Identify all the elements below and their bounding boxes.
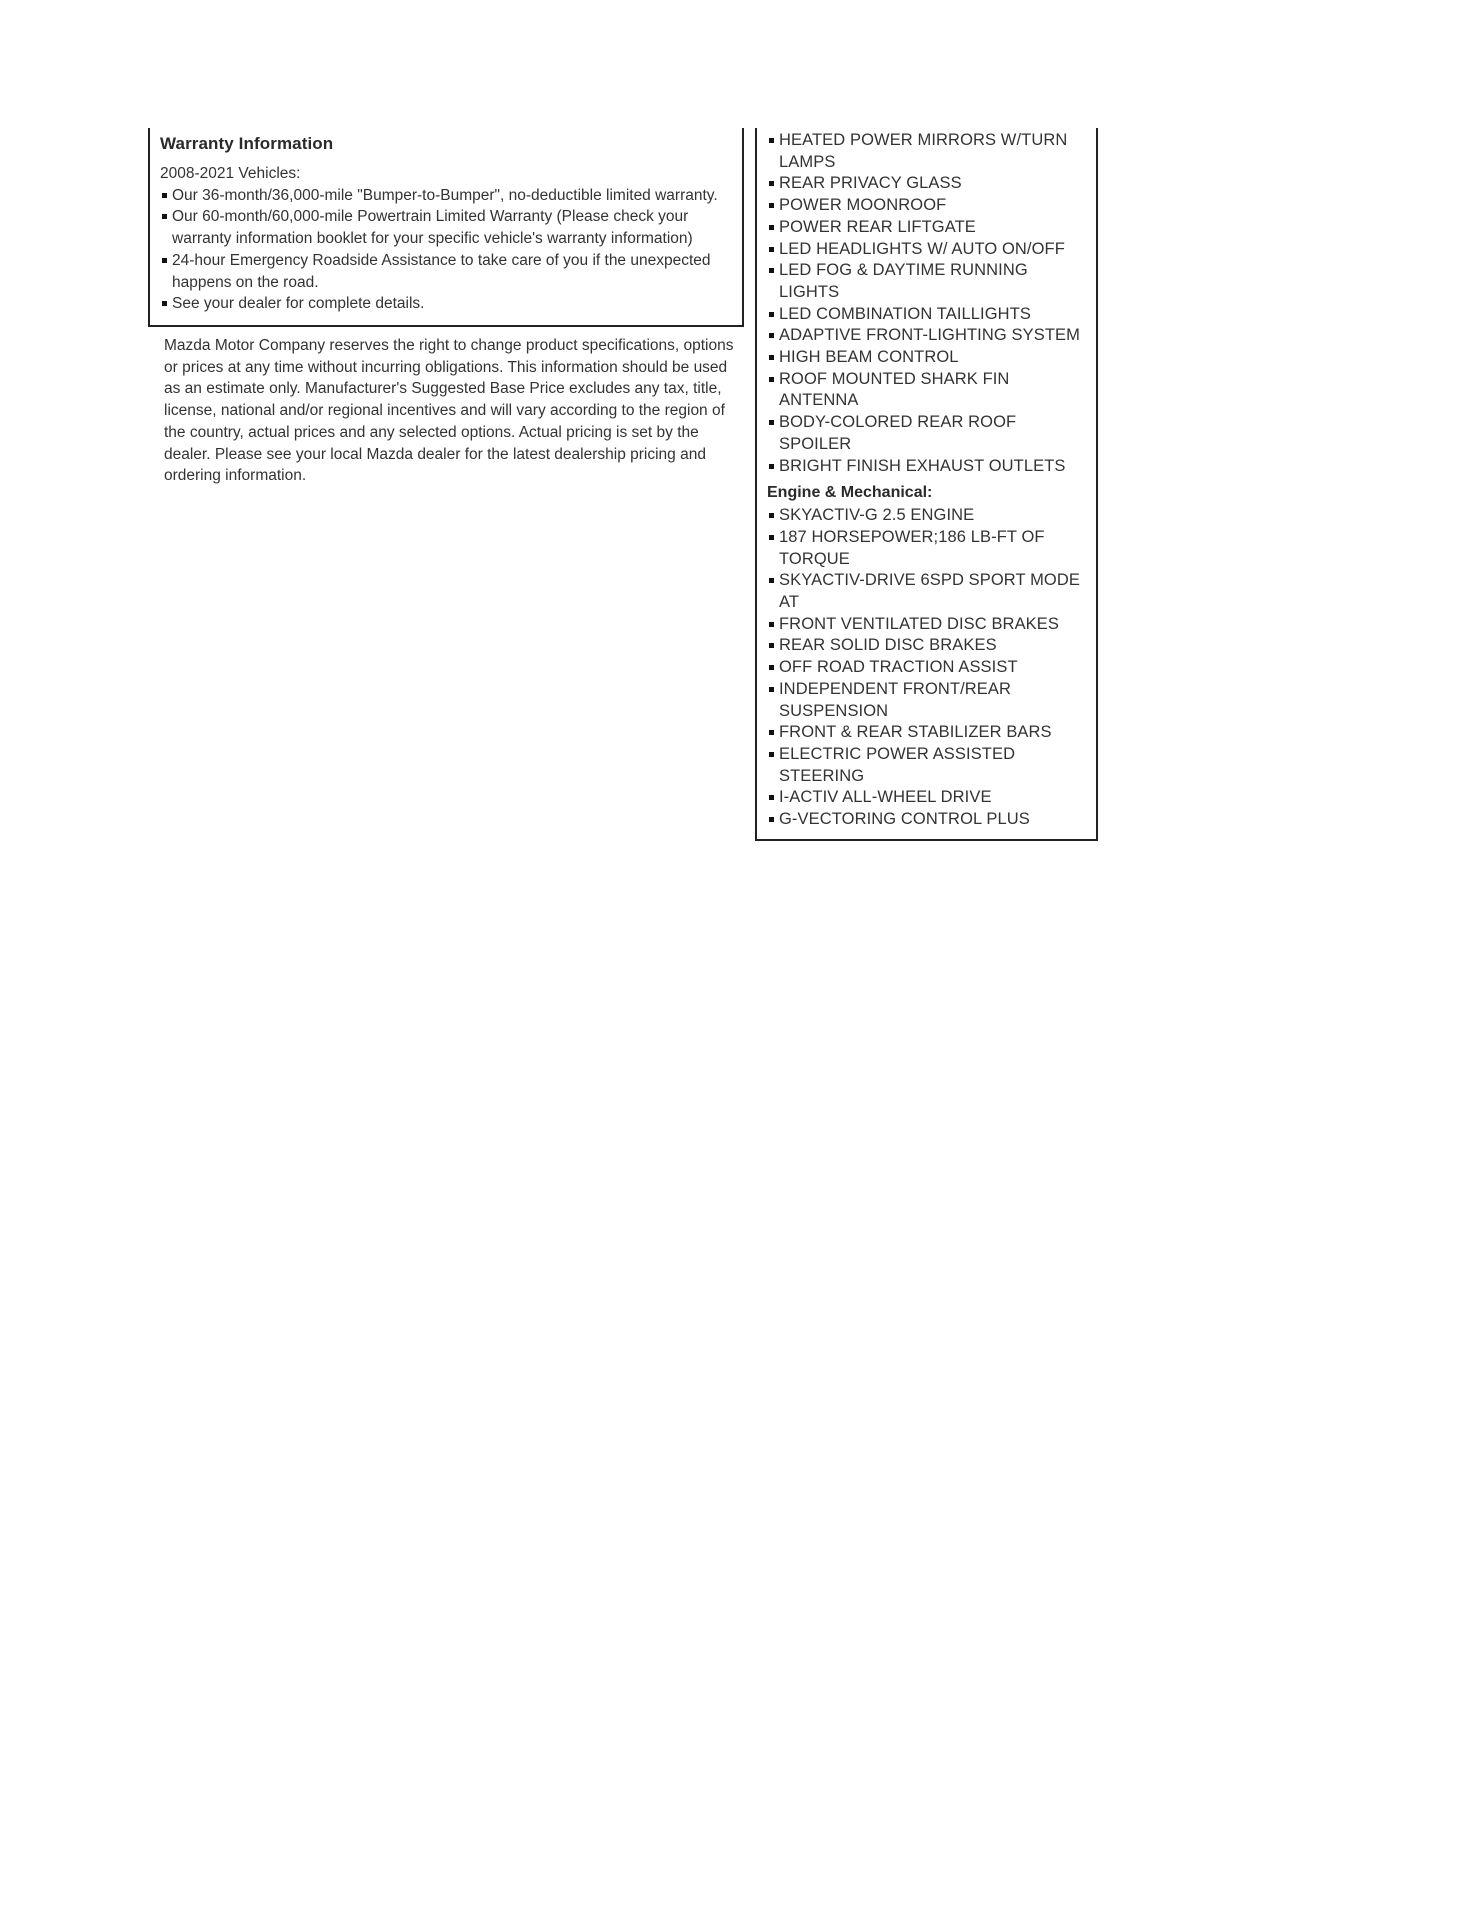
feature-item: 187 HORSEPOWER;186 LB-FT OF TORQUE [767,527,1092,570]
engine-mechanical-heading: Engine & Mechanical: [767,484,933,502]
bullet-icon [769,225,774,230]
warranty-list [160,185,732,315]
feature-item: OFF ROAD TRACTION ASSIST [767,657,1092,679]
feature-item: ELECTRIC POWER ASSISTED STEERING [767,744,1092,787]
feature-item: BRIGHT FINISH EXHAUST OUTLETS [767,456,1092,478]
feature-item: LED COMBINATION TAILLIGHTS [767,304,1092,326]
engine-features-list [767,505,1092,831]
feature-item: SKYACTIV-DRIVE 6SPD SPORT MODE AT [767,570,1092,613]
feature-item: BODY-COLORED REAR ROOF SPOILER [767,412,1092,455]
feature-item: HIGH BEAM CONTROL [767,347,1092,369]
bullet-icon [769,268,774,273]
warranty-subtitle: 2008-2021 Vehicles: [160,165,301,182]
feature-item: REAR PRIVACY GLASS [767,173,1092,195]
feature-item: INDEPENDENT FRONT/REAR SUSPENSION [767,679,1092,722]
feature-item: LED FOG & DAYTIME RUNNING LIGHTS [767,260,1092,303]
bullet-icon [162,193,167,198]
feature-item: ADAPTIVE FRONT-LIGHTING SYSTEM [767,325,1092,347]
feature-item: HEATED POWER MIRRORS W/TURN LAMPS [767,130,1092,173]
warranty-item: See your dealer for complete details. [160,293,732,315]
feature-item: REAR SOLID DISC BRAKES [767,635,1092,657]
bullet-icon [769,181,774,186]
warranty-item: Our 36-month/36,000-mile "Bumper-to-Bumper", no-deductible limited warranty. [160,185,732,207]
pricing-disclaimer: Mazda Motor Company reserves the right to change product specifications, options or prices at any time without incurring obligations. This information should be used as an estimate only. Manufacturer's Suggested Base Price excludes any tax, title, license, national and/or regional incentives and will vary according to the region of the country, actual prices and any selected options. Actual pricing is set by the dealer. Please see your local Mazda dealer for the latest dealership pricing and ordering information. [164,337,734,485]
features-section [755,128,1098,841]
bullet-icon [769,795,774,800]
bullet-icon [769,687,774,692]
exterior-features-list [767,130,1092,477]
bullet-icon [769,377,774,382]
feature-item: SKYACTIV-G 2.5 ENGINE [767,505,1092,527]
bullet-icon [769,333,774,338]
bullet-icon [769,643,774,648]
bullet-icon [769,138,774,143]
bullet-icon [162,214,167,219]
bullet-icon [769,817,774,822]
warranty-item: 24-hour Emergency Roadside Assistance to take care of you if the unexpected happens on the road. [160,250,732,293]
feature-item: FRONT VENTILATED DISC BRAKES [767,614,1092,636]
feature-item: POWER MOONROOF [767,195,1092,217]
bullet-icon [769,355,774,360]
bullet-icon [769,578,774,583]
bullet-icon [769,513,774,518]
bullet-icon [769,535,774,540]
feature-item: LED HEADLIGHTS W/ AUTO ON/OFF [767,239,1092,261]
bullet-icon [769,464,774,469]
feature-item: FRONT & REAR STABILIZER BARS [767,722,1092,744]
bullet-icon [769,752,774,757]
bullet-icon [769,203,774,208]
warranty-section [148,128,744,327]
bullet-icon [769,665,774,670]
warranty-item: Our 60-month/60,000-mile Powertrain Limited Warranty (Please check your warranty information booklet for your specific vehicle's warranty information) [160,206,732,249]
bullet-icon [769,622,774,627]
feature-item: I-ACTIV ALL-WHEEL DRIVE [767,787,1092,809]
bullet-icon [769,312,774,317]
warranty-title: Warranty Information [160,134,334,153]
feature-item: POWER REAR LIFTGATE [767,217,1092,239]
bullet-icon [769,420,774,425]
bullet-icon [769,730,774,735]
bullet-icon [769,247,774,252]
feature-item: G-VECTORING CONTROL PLUS [767,809,1092,831]
bullet-icon [162,301,167,306]
feature-item: ROOF MOUNTED SHARK FIN ANTENNA [767,369,1092,412]
bullet-icon [162,258,167,263]
